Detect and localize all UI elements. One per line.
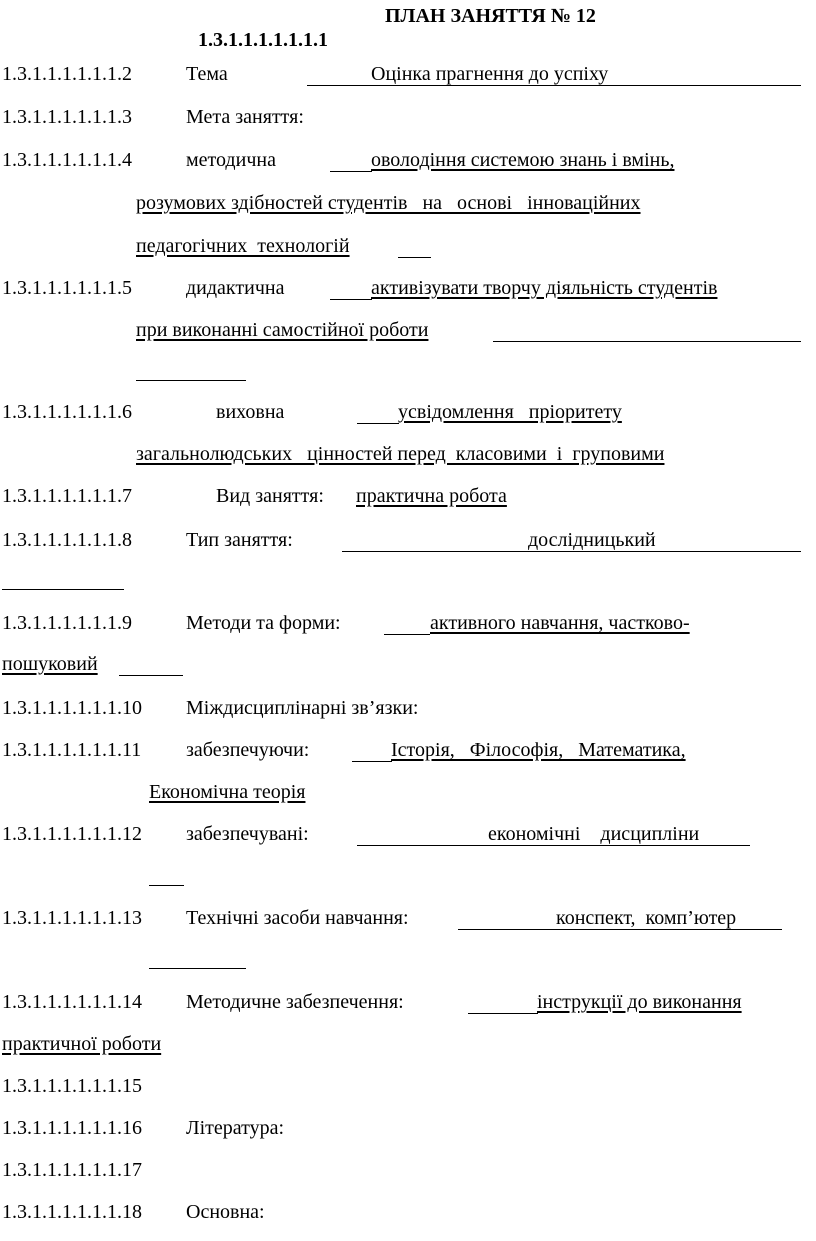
item-number: 1.3.1.1.1.1.1.1.12 [2,823,142,845]
item-number: 1.3.1.1.1.1.1.1.13 [2,907,142,929]
methodical-underline-tail [398,257,431,258]
item-number: 1.3.1.1.1.1.1.1.17 [2,1159,142,1181]
item-number: 1.3.1.1.1.1.1.1.15 [2,1075,142,1097]
item-number: 1.3.1.1.1.1.1.1.8 [2,529,132,551]
didactic-underline-tail [493,341,801,342]
providing-value: Історія, Філософія, Математика, [391,739,686,761]
methods-underline-tail [119,675,183,676]
methodical-value-cont-1: розумових здібностей студентів на основі інноваційних [136,192,641,214]
methodical-value-cont-2: педагогічних технологій [136,235,350,257]
methodical-label: методична [186,149,276,171]
lesson-type-label: Тип заняття: [186,529,293,551]
didactic-value-cont: при виконанні самостійної роботи [136,319,429,341]
item-number: 1.3.1.1.1.1.1.1.16 [2,1117,142,1139]
title-number: 1.3.1.1.1.1.1.1.1 [198,29,328,51]
provided-blank-line [149,885,184,886]
didactic-label: дидактична [186,277,285,299]
plan-title [188,4,328,52]
item-number: 1.3.1.1.1.1.1.1.5 [2,277,132,299]
didactic-underline [330,299,372,300]
item-number: 1.3.1.1.1.1.1.1.2 [2,63,132,85]
methodical-support-label: Методичне забезпечення: [186,991,404,1013]
providing-underline [352,761,392,762]
methodical-support-value: інструкції до виконання [537,991,742,1013]
educational-label: виховна [216,401,285,423]
provided-value: економічні дисципліни [488,823,700,845]
tech-means-label: Технічні засоби навчання: [186,907,409,929]
lesson-type-value: дослідницький [528,529,656,551]
methodical-value: оволодіння системою знань і вмінь, [371,149,675,171]
tech-means-blank-line [149,968,246,969]
provided-label: забезпечувані: [186,823,309,845]
methods-value-cont: пошуковий [2,653,98,675]
methods-label: Методи та форми: [186,612,341,634]
interdisciplinary-label: Міждисциплінарні зв’язки: [186,697,419,719]
lesson-type-blank-line [2,589,124,590]
literature-label: Література: [186,1117,285,1139]
topic-label: Тема [186,63,228,85]
lesson-kind-label: Вид заняття: [216,485,324,507]
methods-value: активного навчання, частково- [430,612,690,634]
item-number: 1.3.1.1.1.1.1.1.4 [2,149,132,171]
main-literature-label: Основна: [186,1201,265,1223]
tech-means-value: конспект, комп’ютер [556,907,737,929]
providing-value-cont: Економічна теорія [149,781,306,803]
item-number: 1.3.1.1.1.1.1.1.6 [2,401,132,423]
item-number: 1.3.1.1.1.1.1.1.18 [2,1201,142,1223]
item-number: 1.3.1.1.1.1.1.1.9 [2,612,132,634]
item-number: 1.3.1.1.1.1.1.1.7 [2,485,132,507]
educational-value: усвідомлення пріоритету [398,401,622,423]
goal-label: Мета заняття: [186,106,304,128]
lesson-kind-value: практична робота [356,485,507,507]
educational-underline [357,423,399,424]
providing-label: забезпечуючи: [186,739,310,761]
item-number: 1.3.1.1.1.1.1.1.3 [2,106,132,128]
topic-value: Оцінка прагнення до успіху [371,63,609,85]
methods-underline [384,634,430,635]
item-number: 1.3.1.1.1.1.1.1.14 [2,991,142,1013]
item-number: 1.3.1.1.1.1.1.1.11 [2,739,142,761]
methodical-support-underline [468,1013,538,1014]
methodical-underline [330,171,372,172]
educational-value-cont: загальнолюдських цінностей перед класовими і груповими [136,443,665,465]
methodical-support-value-cont: практичної роботи [2,1033,162,1055]
item-number: 1.3.1.1.1.1.1.1.10 [2,697,142,719]
plan-title-text: ПЛАН ЗАНЯТТЯ № 12 [385,5,596,27]
didactic-value: активізувати творчу діяльність студентів [371,277,718,299]
didactic-blank-line [136,380,246,381]
